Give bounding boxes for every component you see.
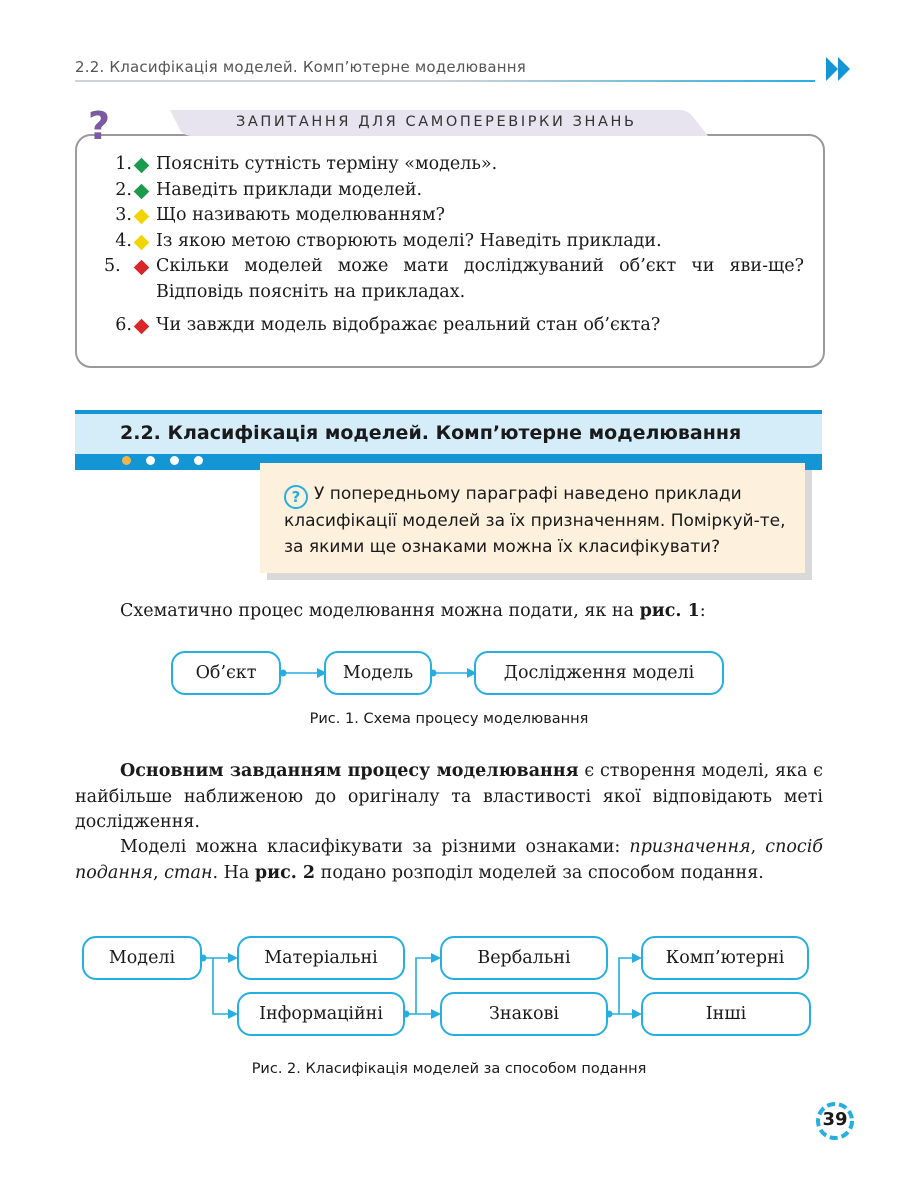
diagram-box-other: Інші	[641, 992, 811, 1036]
question-number: 6.	[115, 315, 132, 335]
question-text: Із якою метою створюють моделі? Наведіть приклади.	[156, 230, 662, 251]
para-text: подано розподіл моделей за способом подання.	[315, 862, 764, 883]
bold-term: Основним завданням процесу моделювання	[120, 761, 579, 781]
diagram-box-models: Моделі	[82, 936, 202, 980]
diagram-box-object: Об’єкт	[171, 651, 281, 695]
diagram-box-symbolic: Знакові	[440, 992, 608, 1036]
question-mark-icon: ?	[88, 104, 111, 148]
question-text: Поясніть сутність терміну «модель».	[156, 154, 498, 174]
para-text: :	[699, 601, 706, 621]
question-number: 2.	[115, 179, 132, 200]
paragraph-main-task	[75, 759, 823, 836]
question-number: 5.	[104, 256, 121, 276]
diagram-box-material: Матеріальні	[237, 936, 405, 980]
question-circle-icon: ?	[284, 485, 308, 509]
diagram-box-computer: Комп’ютерні	[641, 936, 809, 980]
running-header: 2.2. Класифікація моделей. Комп’ютерне моделювання	[75, 58, 527, 76]
diagram-box-model: Модель	[324, 651, 432, 695]
para-text: . На	[212, 862, 255, 883]
italic-term: призначення	[629, 837, 751, 857]
note-body: У попередньому параграфі наведено приклади класифікації моделей за їх призначенням. Поміркуй-те, за якими ще ознаками можна їх класифікувати?	[284, 484, 786, 557]
italic-term: стан	[164, 862, 213, 883]
question-text: Скільки моделей може мати досліджуваний об’єкт чи яви-ще? Відповідь поясніть на прикладах.	[156, 256, 804, 302]
para-text: є створення моделі, яка є найбільше наближеною до оригіналу та властивості якої відповідають меті дослідження.	[75, 761, 823, 832]
diagram-box-research: Дослідження моделі	[474, 651, 724, 695]
figure-ref: рис. 1	[639, 601, 700, 621]
italic-term: спосіб подання	[75, 837, 823, 883]
question-number: 3.	[115, 205, 132, 225]
self-check-title: ЗАПИТАННЯ ДЛЯ САМОПЕРЕВІРКИ ЗНАНЬ	[236, 114, 637, 130]
figure-ref: рис. 2	[254, 862, 316, 883]
question-number: 1.	[115, 154, 132, 174]
section-title: 2.2. Класифікація моделей. Комп’ютерне моделювання	[120, 422, 742, 444]
question-number: 4.	[115, 230, 132, 251]
page-number: 39	[822, 1109, 848, 1130]
question-text: Що називають моделюванням?	[156, 205, 445, 225]
paragraph-classify	[75, 835, 823, 886]
para-text: ,	[750, 837, 766, 857]
para-text: Схематично процес моделювання можна подати, як на	[120, 601, 640, 621]
figure1-caption: Рис. 1. Схема процесу моделювання	[309, 711, 589, 727]
para-text: Моделі можна класифікувати за різними ознаками:	[120, 837, 630, 857]
figure2-caption: Рис. 2. Класифікація моделей за способом подання	[251, 1061, 647, 1077]
para-text: ,	[152, 862, 165, 883]
question-text: Чи завжди модель відображає реальний стан об’єкта?	[156, 315, 661, 335]
question-text: Наведіть приклади моделей.	[156, 179, 423, 200]
diagram-box-informational: Інформаційні	[237, 992, 405, 1036]
diagram-box-verbal: Вербальні	[440, 936, 608, 980]
